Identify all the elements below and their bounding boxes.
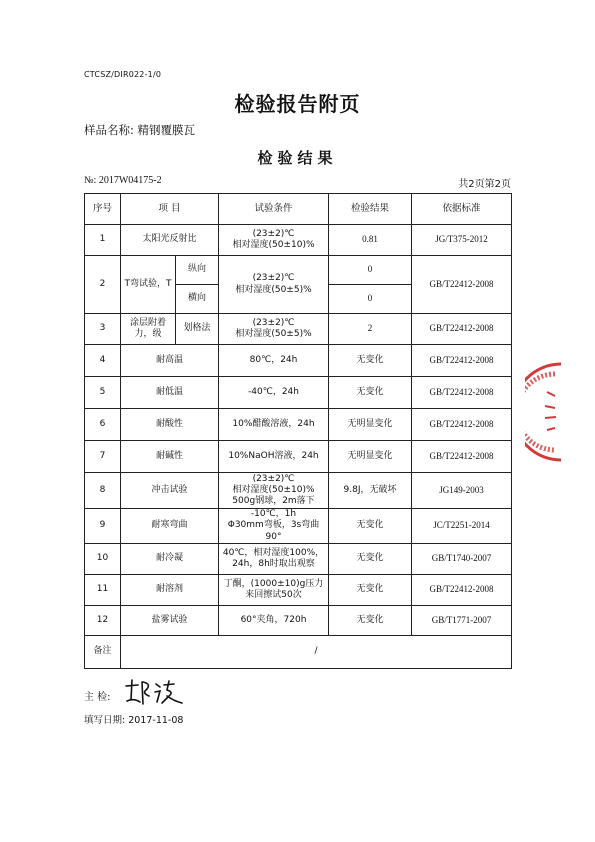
- cell-no: 9: [85, 509, 121, 544]
- section-title: 检验结果: [257, 149, 338, 167]
- cell-no: 7: [85, 441, 121, 473]
- table-row: [85, 543, 512, 574]
- cell-condition: 10%醋酸溶液，24h: [219, 409, 329, 441]
- cell-no: 3: [85, 314, 121, 345]
- cell-result: 无变化: [329, 574, 412, 605]
- remark-row: [85, 635, 512, 668]
- cell-no: 11: [85, 574, 121, 605]
- cell-item: 太阳光反射比: [121, 225, 219, 256]
- cell-result: 无变化: [329, 509, 412, 544]
- remark-label: 备注: [85, 635, 121, 668]
- cell-item: 盐雾试验: [121, 605, 219, 635]
- table-row: [85, 345, 512, 377]
- cell-standard: GB/T22412-2008: [412, 256, 512, 314]
- cell-result: 无变化: [329, 543, 412, 574]
- header-result: 检验结果: [329, 194, 412, 225]
- page-info: 共2页第2页: [458, 179, 511, 190]
- report-number: №: 2017W04175-2: [84, 175, 162, 186]
- remark-value: /: [121, 635, 512, 668]
- cell-condition: 丁酮，(1000±10)g压力 来回擦试50次: [219, 574, 329, 605]
- table-row: [85, 605, 512, 635]
- cell-standard: GB/T22412-2008: [412, 574, 512, 605]
- signer-label: 主 检:: [84, 692, 111, 703]
- cell-result: 9.8J，无破坏: [329, 473, 412, 509]
- cell-item: 耐寒弯曲: [121, 509, 219, 544]
- cell-no: 1: [85, 225, 121, 256]
- cell-condition: (23±2)℃ 相对湿度(50±10)%: [219, 225, 329, 256]
- cell-no: 4: [85, 345, 121, 377]
- table-row: [85, 509, 512, 544]
- header-standard: 依据标准: [412, 194, 512, 225]
- cell-no: 6: [85, 409, 121, 441]
- cell-sub-item: 横向: [176, 285, 219, 314]
- document-code: CTCSZ/DIR022-1/0: [84, 70, 162, 79]
- cell-result: 无变化: [329, 377, 412, 409]
- table-row: [85, 473, 512, 509]
- cell-no: 2: [85, 256, 121, 314]
- cell-item: 耐高温: [121, 345, 219, 377]
- cell-result: 无变化: [329, 345, 412, 377]
- cell-condition: (23±2)℃ 相对湿度(50±5)%: [219, 256, 329, 314]
- cell-condition: 40℃，相对湿度100%， 24h，8h时取出观察: [219, 543, 329, 574]
- cell-condition: 10%NaOH溶液，24h: [219, 441, 329, 473]
- cell-item: 冲击试验: [121, 473, 219, 509]
- cell-no: 5: [85, 377, 121, 409]
- cell-standard: JC/T2251-2014: [412, 509, 512, 544]
- cell-standard: GB/T1771-2007: [412, 605, 512, 635]
- cell-item: 耐冷凝: [121, 543, 219, 574]
- cell-sub-item: 划格法: [176, 314, 219, 345]
- cell-standard: GB/T22412-2008: [412, 409, 512, 441]
- cell-standard: GB/T22412-2008: [412, 345, 512, 377]
- cell-no: 10: [85, 543, 121, 574]
- document-title: 检验报告附页: [234, 92, 361, 116]
- cell-condition: (23±2)℃ 相对湿度(50±10)% 500g钢球，2m落下: [219, 473, 329, 509]
- cell-item: 耐碱性: [121, 441, 219, 473]
- table-row: [85, 256, 512, 285]
- cell-item: 涂层附着 力，级: [121, 314, 176, 345]
- table-row: [85, 314, 512, 345]
- header-item: 项 目: [121, 194, 219, 225]
- cell-standard: GB/T1740-2007: [412, 543, 512, 574]
- cell-condition: -40℃，24h: [219, 377, 329, 409]
- red-seal-stamp: [525, 362, 561, 462]
- table-row: [85, 409, 512, 441]
- cell-item: T弯试验，T: [121, 256, 176, 314]
- cell-standard: GB/T22412-2008: [412, 441, 512, 473]
- cell-item: 耐低温: [121, 377, 219, 409]
- cell-result: 0: [329, 256, 412, 285]
- sample-name-value: 精钢覆膜瓦: [137, 123, 196, 137]
- cell-result: 无明显变化: [329, 441, 412, 473]
- results-table: [84, 193, 512, 669]
- sample-name-label: 样品名称:: [84, 123, 134, 137]
- cell-result: 0: [329, 285, 412, 314]
- cell-condition: -10℃，1h Φ30mm弯板，3s弯曲90°: [219, 509, 329, 544]
- header-condition: 试验条件: [219, 194, 329, 225]
- cell-result: 0.81: [329, 225, 412, 256]
- table-header-row: [85, 194, 512, 225]
- cell-no: 12: [85, 605, 121, 635]
- cell-condition: 80℃，24h: [219, 345, 329, 377]
- cell-standard: JG149-2003: [412, 473, 512, 509]
- table-row: [85, 441, 512, 473]
- header-no: 序号: [85, 194, 121, 225]
- cell-result: 2: [329, 314, 412, 345]
- table-row: [85, 377, 512, 409]
- cell-item: 耐酸性: [121, 409, 219, 441]
- cell-standard: JG/T375-2012: [412, 225, 512, 256]
- cell-standard: GB/T22412-2008: [412, 377, 512, 409]
- fill-date: 填写日期: 2017-11-08: [84, 715, 184, 726]
- cell-sub-item: 纵向: [176, 256, 219, 285]
- table-row: [85, 574, 512, 605]
- cell-condition: 60°夹角，720h: [219, 605, 329, 635]
- cell-condition: (23±2)℃ 相对湿度(50±5)%: [219, 314, 329, 345]
- table-row: [85, 225, 512, 256]
- handwritten-signature: [122, 676, 188, 708]
- cell-result: 无变化: [329, 605, 412, 635]
- cell-result: 无明显变化: [329, 409, 412, 441]
- sample-name-line: [84, 122, 195, 138]
- cell-no: 8: [85, 473, 121, 509]
- cell-item: 耐溶剂: [121, 574, 219, 605]
- cell-standard: GB/T22412-2008: [412, 314, 512, 345]
